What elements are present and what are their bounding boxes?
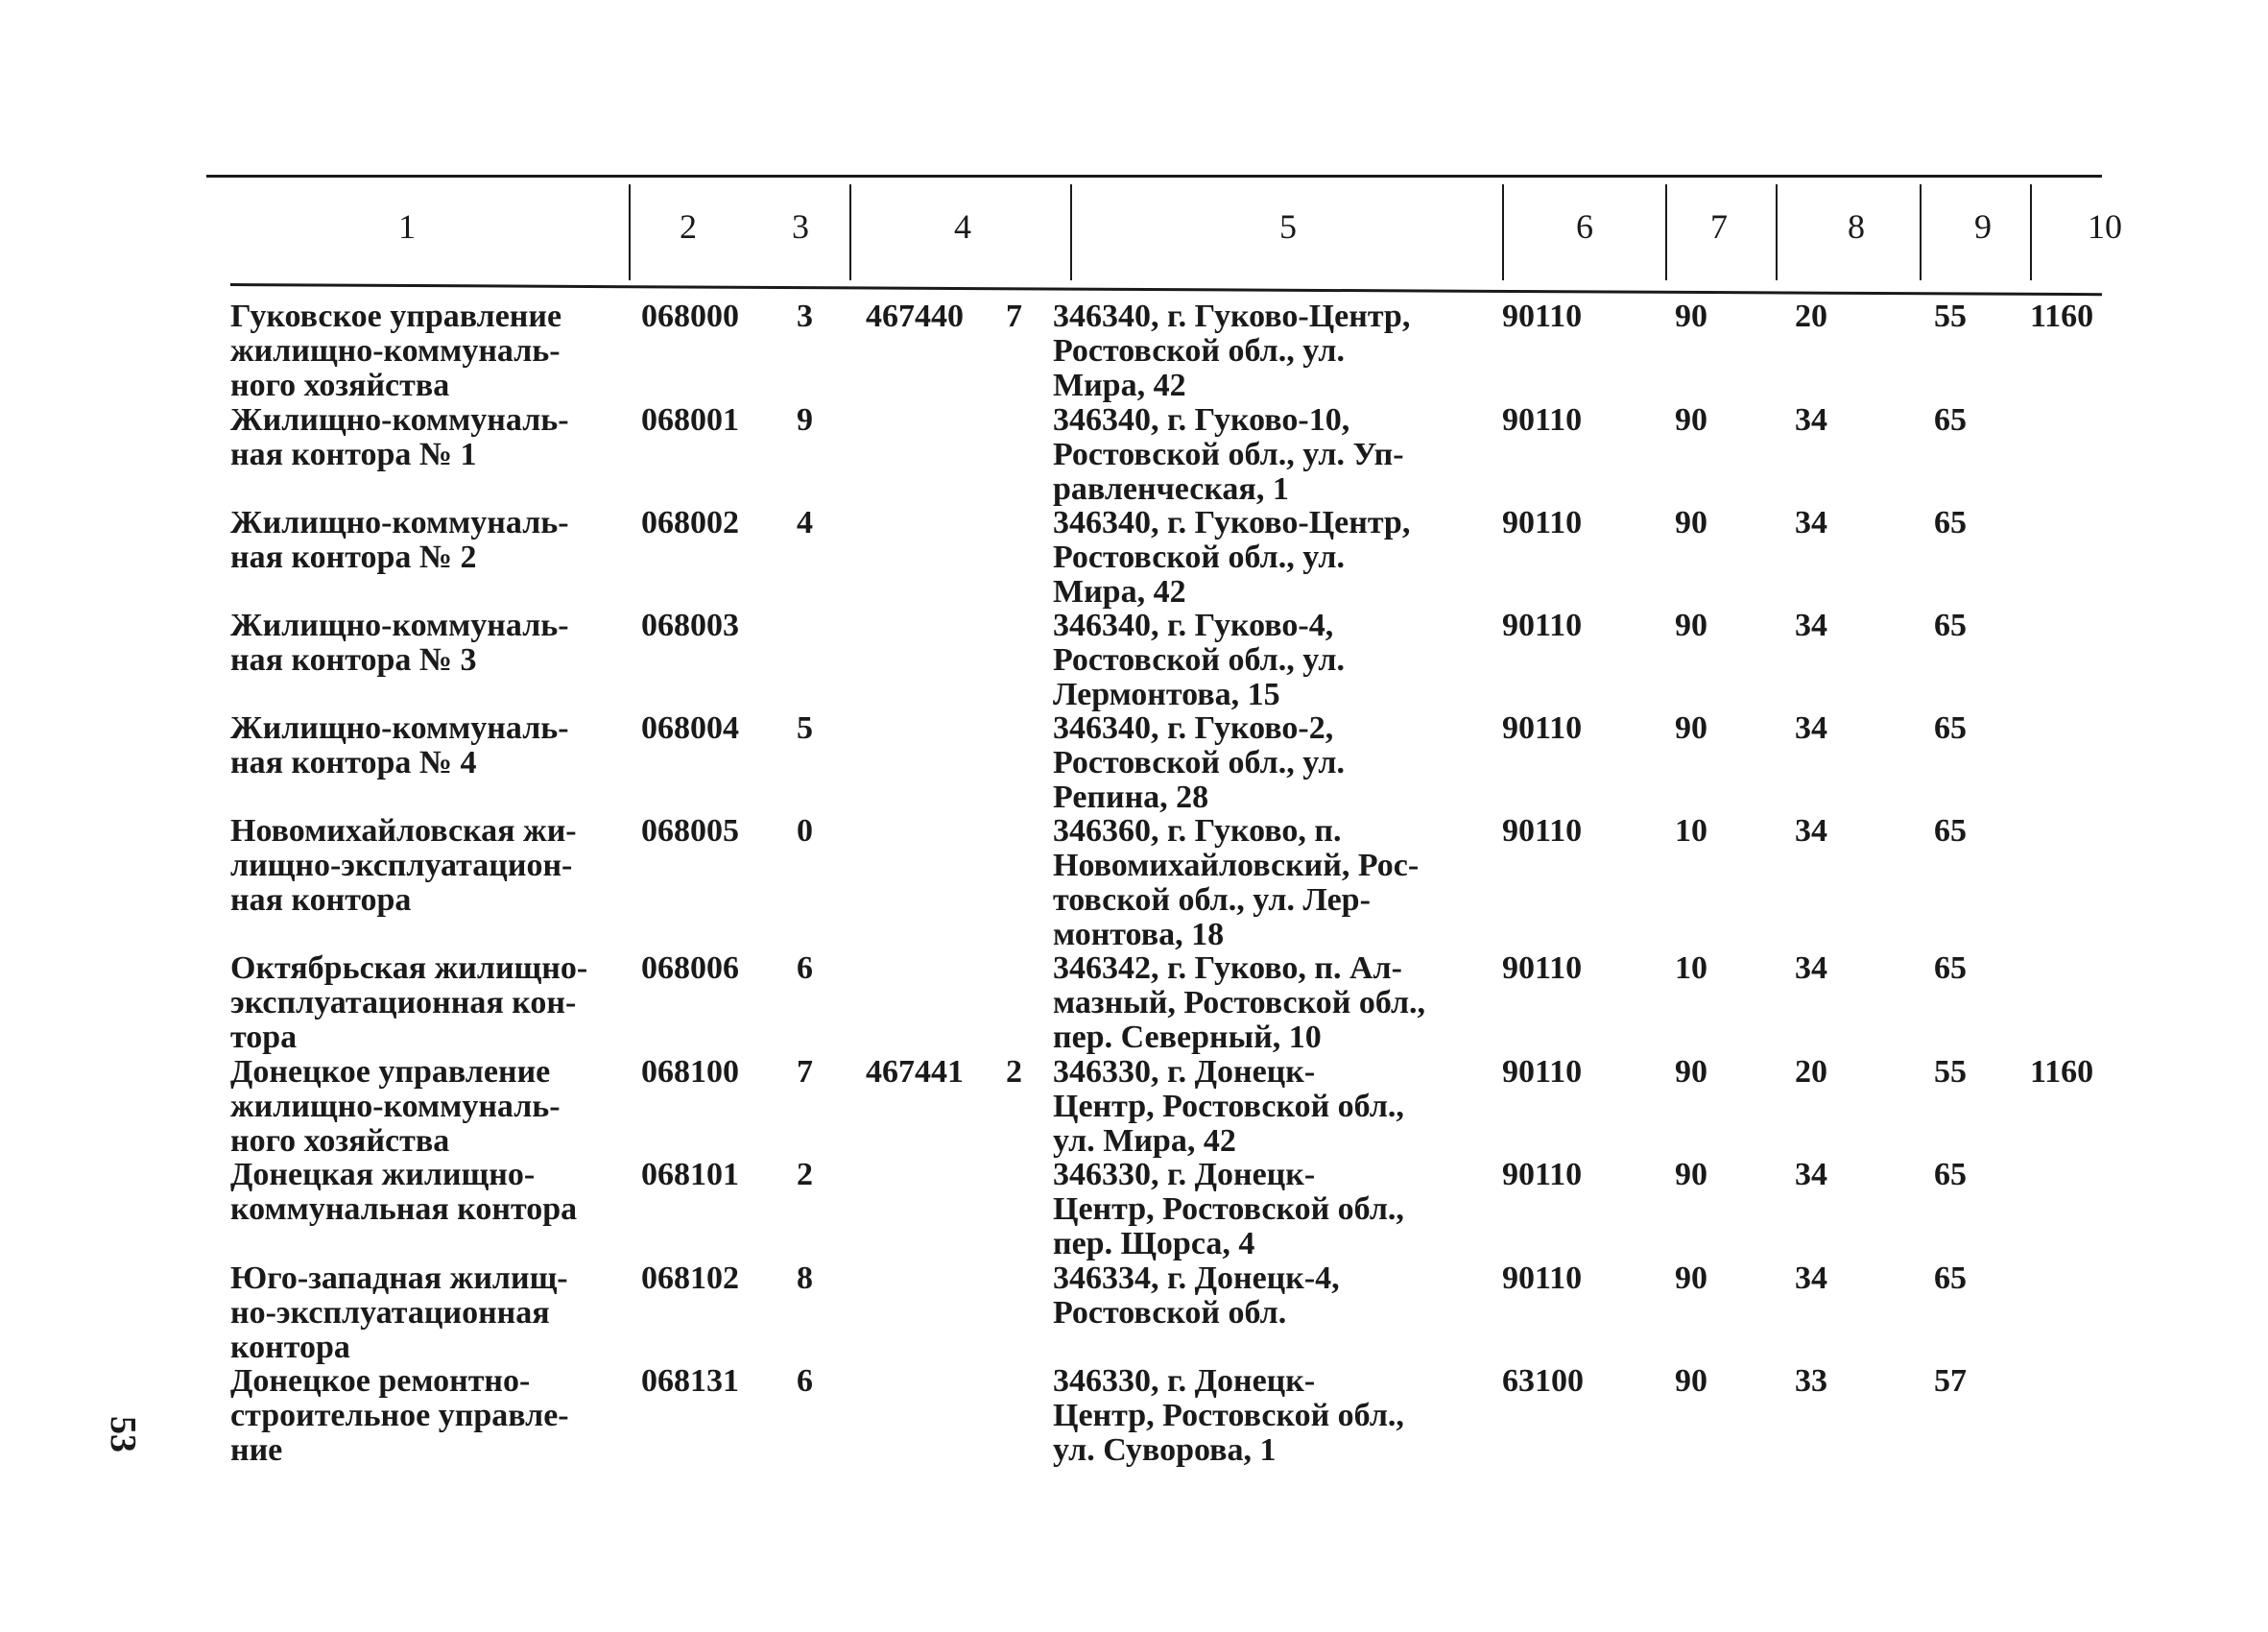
table-top-rule bbox=[206, 175, 2102, 178]
header-divider bbox=[2030, 184, 2032, 280]
org-name: Донецкая жилищно- коммунальная контора bbox=[230, 1157, 578, 1227]
org-code: 068131 bbox=[641, 1363, 739, 1399]
org-name: Октябрьская жилищно- эксплуатационная кон- тора bbox=[230, 950, 588, 1055]
col8-value: 34 bbox=[1795, 950, 1827, 986]
col7-value: 10 bbox=[1675, 813, 1707, 849]
address: 346330, г. Донецк- Центр, Ростовской обл., пер. Щорса, 4 bbox=[1053, 1157, 1404, 1261]
org-code: 068003 bbox=[641, 608, 739, 643]
org-name: Жилищно-коммуналь- ная контора № 1 bbox=[230, 402, 569, 472]
column-header: 1 bbox=[398, 207, 416, 246]
col10-value: 1160 bbox=[2030, 1054, 2094, 1090]
col9-value: 65 bbox=[1934, 813, 1967, 849]
col7-value: 90 bbox=[1675, 710, 1707, 746]
col7-value: 90 bbox=[1675, 1260, 1707, 1296]
org-code: 068101 bbox=[641, 1157, 739, 1192]
col9-value: 55 bbox=[1934, 1054, 1967, 1090]
col7-value: 90 bbox=[1675, 608, 1707, 643]
col9-value: 65 bbox=[1934, 608, 1967, 643]
col8-value: 20 bbox=[1795, 299, 1827, 334]
header-divider bbox=[849, 184, 851, 280]
org-code: 068006 bbox=[641, 950, 739, 986]
org-code: 068004 bbox=[641, 710, 739, 746]
check-digit: 6 bbox=[797, 950, 813, 986]
col7-value: 90 bbox=[1675, 1157, 1707, 1192]
col9-value: 55 bbox=[1934, 299, 1967, 334]
col7-value: 90 bbox=[1675, 1363, 1707, 1399]
col8-value: 34 bbox=[1795, 608, 1827, 643]
col7-value: 90 bbox=[1675, 505, 1707, 540]
check-digit: 3 bbox=[797, 299, 813, 334]
header-divider bbox=[629, 184, 631, 280]
col6-value: 90110 bbox=[1502, 402, 1583, 438]
org-code: 068000 bbox=[641, 299, 739, 334]
check-digit: 5 bbox=[797, 710, 813, 746]
col8-value: 20 bbox=[1795, 1054, 1827, 1090]
col9-value: 65 bbox=[1934, 1157, 1967, 1192]
col9-value: 57 bbox=[1934, 1363, 1967, 1399]
address: 346340, г. Гуково-Центр, Ростовской обл., ул. Мира, 42 bbox=[1053, 299, 1411, 403]
org-code: 068102 bbox=[641, 1260, 739, 1296]
column-header: 6 bbox=[1576, 207, 1593, 246]
col7-value: 90 bbox=[1675, 402, 1707, 438]
check-digit: 6 bbox=[797, 1363, 813, 1399]
col9-value: 65 bbox=[1934, 505, 1967, 540]
address: 346340, г. Гуково-Центр, Ростовской обл., ул. Мира, 42 bbox=[1053, 505, 1411, 610]
col6-value: 90110 bbox=[1502, 299, 1583, 334]
col8-value: 34 bbox=[1795, 1157, 1827, 1192]
col8-value: 34 bbox=[1795, 402, 1827, 438]
col7-value: 90 bbox=[1675, 1054, 1707, 1090]
header-divider bbox=[1502, 184, 1504, 280]
address: 346340, г. Гуково-2, Ростовской обл., ул. Репина, 28 bbox=[1053, 710, 1345, 815]
check-digit: 9 bbox=[797, 402, 813, 438]
col8-value: 34 bbox=[1795, 710, 1827, 746]
address: 346342, г. Гуково, п. Ал- мазный, Ростовской обл., пер. Северный, 10 bbox=[1053, 950, 1426, 1055]
org-name: Донецкое управление жилищно-коммуналь- ного хозяйства bbox=[230, 1054, 561, 1159]
org-code: 068005 bbox=[641, 813, 739, 849]
org-code: 068001 bbox=[641, 402, 739, 438]
header-bottom-rule bbox=[230, 283, 2102, 296]
check-digit: 8 bbox=[797, 1260, 813, 1296]
header-divider bbox=[1920, 184, 1922, 280]
col9-value: 65 bbox=[1934, 950, 1967, 986]
parent-code: 467441 bbox=[866, 1054, 964, 1090]
check-digit: 0 bbox=[797, 813, 813, 849]
org-name: Новомихайловская жи- лищно-эксплуатацион- ная контора bbox=[230, 813, 577, 918]
parent-check-digit: 2 bbox=[1006, 1054, 1022, 1090]
header-divider bbox=[1776, 184, 1778, 280]
org-name: Жилищно-коммуналь- ная контора № 3 bbox=[230, 608, 569, 678]
col10-value: 1160 bbox=[2030, 299, 2094, 334]
column-header: 9 bbox=[1974, 207, 1992, 246]
column-header: 4 bbox=[954, 207, 971, 246]
address: 346340, г. Гуково-10, Ростовской обл., ул. Уп- равленческая, 1 bbox=[1053, 402, 1404, 507]
org-name: Жилищно-коммуналь- ная контора № 4 bbox=[230, 710, 569, 780]
check-digit: 4 bbox=[797, 505, 813, 540]
col6-value: 90110 bbox=[1502, 1054, 1583, 1090]
column-header: 7 bbox=[1710, 207, 1728, 246]
col6-value: 63100 bbox=[1502, 1363, 1584, 1399]
org-name: Жилищно-коммуналь- ная контора № 2 bbox=[230, 505, 569, 575]
check-digit: 2 bbox=[797, 1157, 813, 1192]
check-digit: 7 bbox=[797, 1054, 813, 1090]
col6-value: 90110 bbox=[1502, 710, 1583, 746]
col8-value: 34 bbox=[1795, 813, 1827, 849]
col8-value: 34 bbox=[1795, 1260, 1827, 1296]
col6-value: 90110 bbox=[1502, 1260, 1583, 1296]
org-name: Юго-западная жилищ- но-эксплуатационная контора bbox=[230, 1260, 568, 1365]
address: 346334, г. Донецк-4, Ростовской обл. bbox=[1053, 1260, 1340, 1331]
address: 346330, г. Донецк- Центр, Ростовской обл., ул. Суворова, 1 bbox=[1053, 1363, 1404, 1468]
org-code: 068100 bbox=[641, 1054, 739, 1090]
org-name: Гуковское управление жилищно-коммуналь- ного хозяйства bbox=[230, 299, 562, 403]
col9-value: 65 bbox=[1934, 402, 1967, 438]
col8-value: 34 bbox=[1795, 505, 1827, 540]
col7-value: 10 bbox=[1675, 950, 1707, 986]
org-name: Донецкое ремонтно- строительное управле- ние bbox=[230, 1363, 569, 1468]
address: 346340, г. Гуково-4, Ростовской обл., ул. Лермонтова, 15 bbox=[1053, 608, 1345, 712]
col9-value: 65 bbox=[1934, 1260, 1967, 1296]
header-divider bbox=[1070, 184, 1072, 280]
header-divider bbox=[1665, 184, 1667, 280]
col6-value: 90110 bbox=[1502, 608, 1583, 643]
column-header: 10 bbox=[2088, 207, 2122, 246]
col7-value: 90 bbox=[1675, 299, 1707, 334]
address: 346360, г. Гуково, п. Новомихайловский, Рос- товской обл., ул. Лер- монтова, 18 bbox=[1053, 813, 1420, 952]
page-number: 53 bbox=[103, 1416, 143, 1452]
address: 346330, г. Донецк- Центр, Ростовской обл., ул. Мира, 42 bbox=[1053, 1054, 1404, 1159]
col6-value: 90110 bbox=[1502, 813, 1583, 849]
column-header: 5 bbox=[1279, 207, 1297, 246]
col6-value: 90110 bbox=[1502, 950, 1583, 986]
col9-value: 65 bbox=[1934, 710, 1967, 746]
parent-check-digit: 7 bbox=[1006, 299, 1022, 334]
col8-value: 33 bbox=[1795, 1363, 1827, 1399]
column-header: 3 bbox=[792, 207, 809, 246]
column-header: 8 bbox=[1848, 207, 1865, 246]
column-header: 2 bbox=[680, 207, 697, 246]
parent-code: 467440 bbox=[866, 299, 964, 334]
col6-value: 90110 bbox=[1502, 505, 1583, 540]
org-code: 068002 bbox=[641, 505, 739, 540]
col6-value: 90110 bbox=[1502, 1157, 1583, 1192]
